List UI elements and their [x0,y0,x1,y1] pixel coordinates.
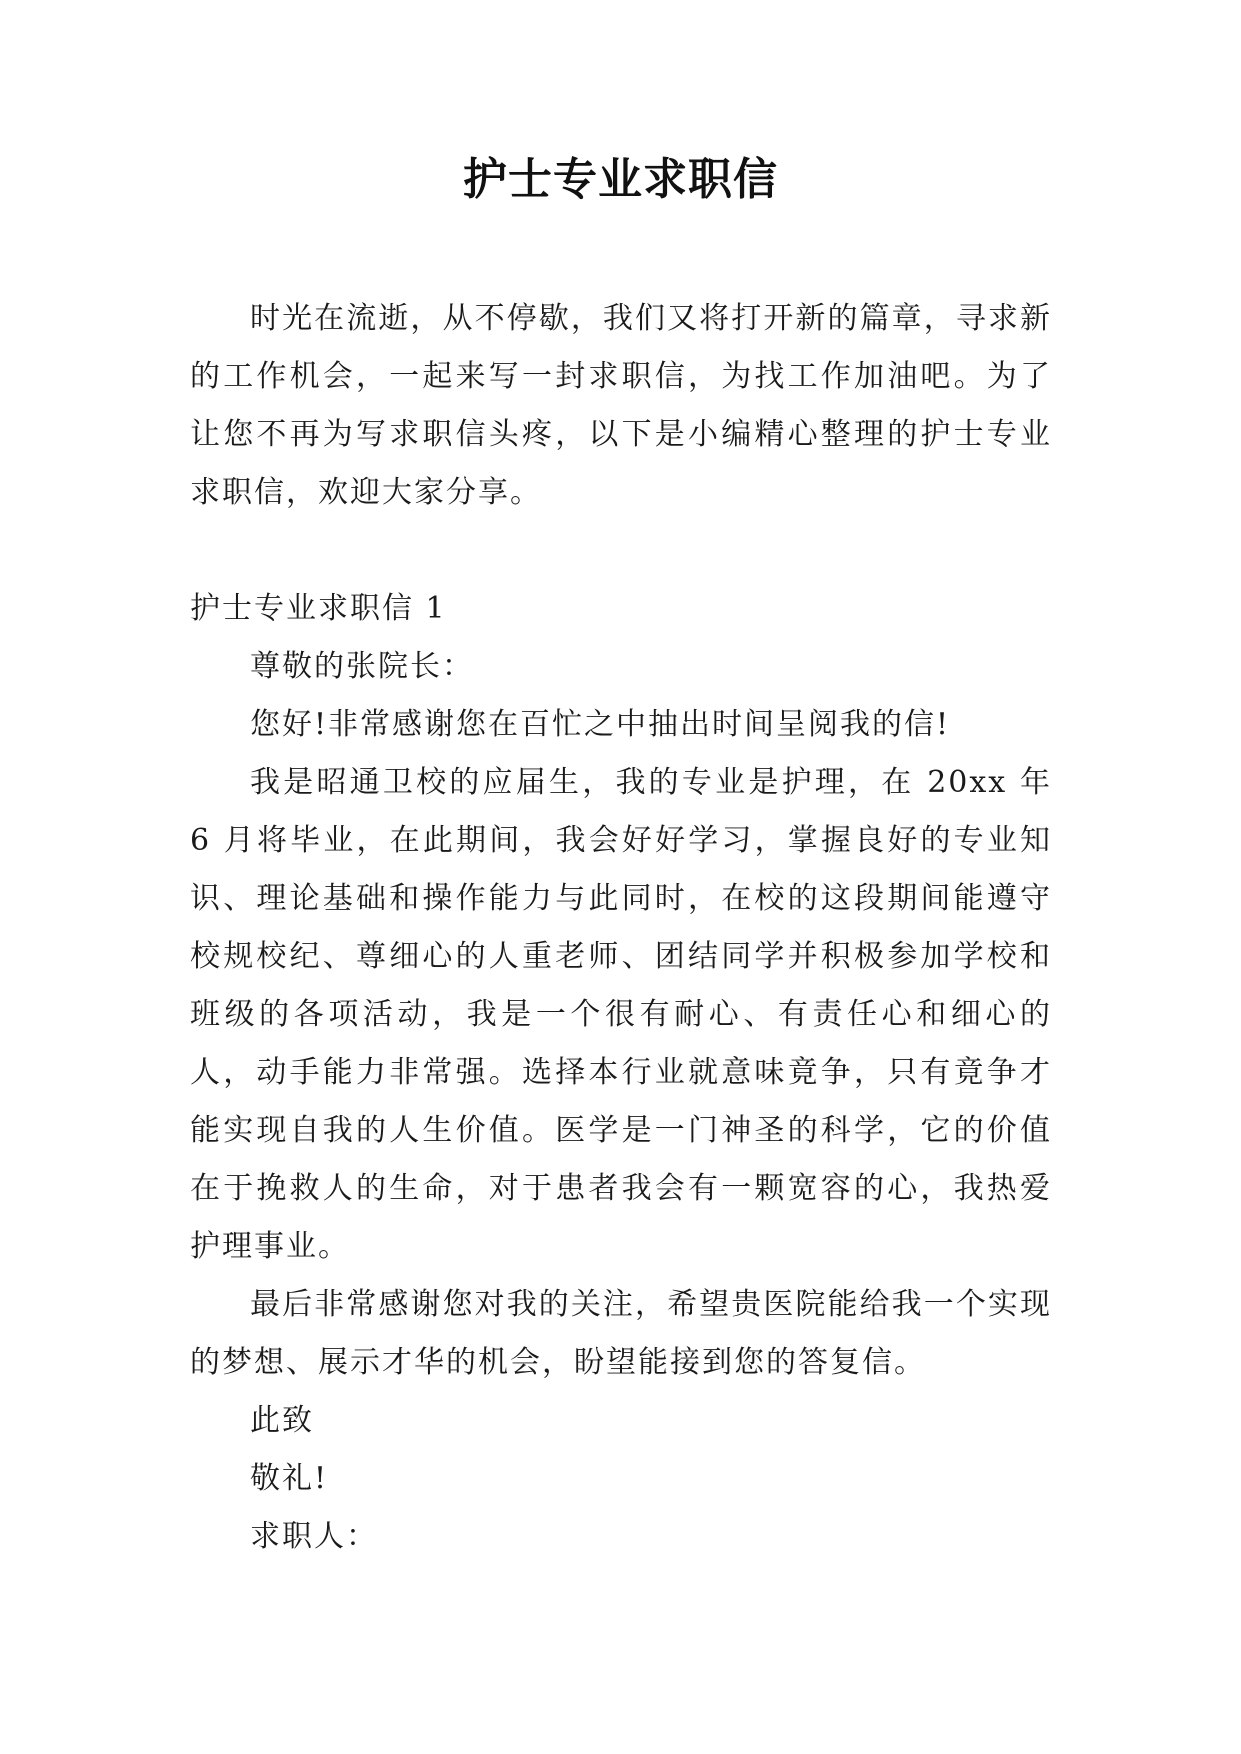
document-title: 护士专业求职信 [463,154,778,205]
salutation: 尊敬的张院长： [250,649,474,684]
document-body [190,290,1052,1566]
body-paragraph-1: 我是昭通卫校的应届生，我的专业是护理，在 20xx 年 6 月将毕业，在此期间，我会好好学习，掌握良好的专业知识、理论基础和操作能力与此同时，在校的这段期间能遵守校规校纪、尊细心的人重老师、团结同学并积极参加学校和班级的各项活动，我是一个很有耐心、有责任心和细心的人，动手能力非常强。选择本行业就意味竟争，只有竟争才能实现自我的人生价值。医学是一门神圣的科学，它的价值在于挽救人的生命，对于患者我会有一颗宽容的心，我热爱护理事业。 [190,765,1052,1264]
paragraph-gap [190,522,1052,580]
closing-line-2: 敬礼! [250,1461,329,1496]
greeting-line: 您好!非常感谢您在百忙之中抽出时间呈阅我的信! [250,707,951,742]
signature-line: 求职人： [250,1519,378,1554]
intro-paragraph: 时光在流逝，从不停歇，我们又将打开新的篇章，寻求新的工作机会，一起来写一封求职信，为找工作加油吧。为了让您不再为写求职信头疼，以下是小编精心整理的护士专业求职信，欢迎大家分享。 [190,301,1052,510]
closing-line-1: 此致 [250,1403,314,1438]
section-heading: 护士专业求职信 1 [190,591,447,626]
body-paragraph-2: 最后非常感谢您对我的关注，希望贵医院能给我一个实现的梦想、展示才华的机会，盼望能接到您的答复信。 [190,1287,1052,1380]
